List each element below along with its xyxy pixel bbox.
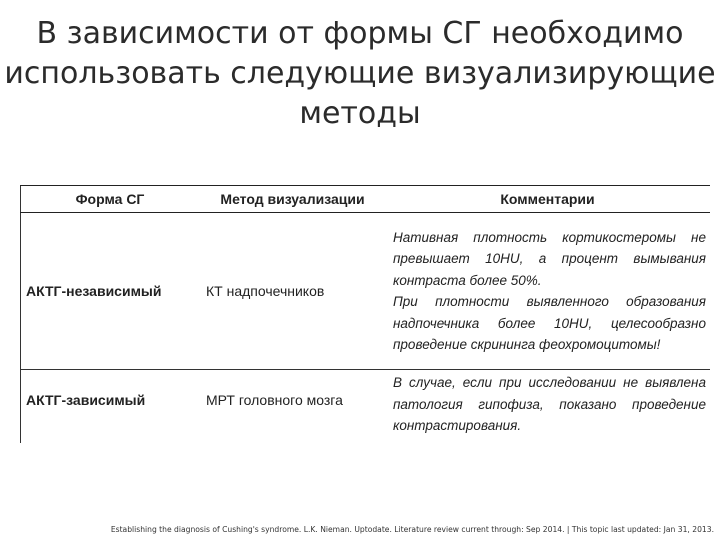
cell-method: КТ надпочечников bbox=[200, 213, 385, 370]
comment-paragraph: При плотности выявленного образования надпочечника более 10HU, целесообразно проведение скрининга феохромоцитомы! bbox=[393, 294, 706, 352]
header-method: Метод визуализации bbox=[200, 186, 385, 213]
source-citation: Establishing the diagnosis of Cushing's syndrome. L.K. Nieman. Uptodate. Literature review current through: Sep 2014. | This topic last updated: Jan 31, 2013. bbox=[110, 525, 714, 534]
cell-form: АКТГ-независимый bbox=[20, 213, 200, 370]
header-comments: Комментарии bbox=[385, 186, 710, 213]
comparison-table-container bbox=[20, 185, 710, 443]
comment-paragraph: В случае, если при исследовании не выявлена патология гипофиза, показано проведение контрастирования. bbox=[393, 375, 706, 433]
cell-method: МРТ головного мозга bbox=[206, 392, 343, 408]
cell-form: АКТГ-зависимый bbox=[26, 392, 146, 408]
cell-comment bbox=[385, 370, 710, 467]
slide-title bbox=[0, 14, 720, 134]
table-row bbox=[20, 213, 710, 370]
title-line: использовать следующие визуализирующие bbox=[4, 56, 716, 91]
table-row bbox=[20, 370, 710, 467]
comment-paragraph: Нативная плотность кортикостеромы не превышает 10HU, а процент вымывания контраста более 50%. bbox=[393, 229, 706, 288]
title-line: методы bbox=[299, 96, 421, 131]
title-line: В зависимости от формы СГ необходимо bbox=[36, 16, 684, 51]
header-form: Форма СГ bbox=[20, 186, 200, 213]
cell-comment bbox=[385, 213, 710, 370]
table-header-row bbox=[20, 186, 710, 213]
visualization-methods-table bbox=[20, 185, 710, 466]
